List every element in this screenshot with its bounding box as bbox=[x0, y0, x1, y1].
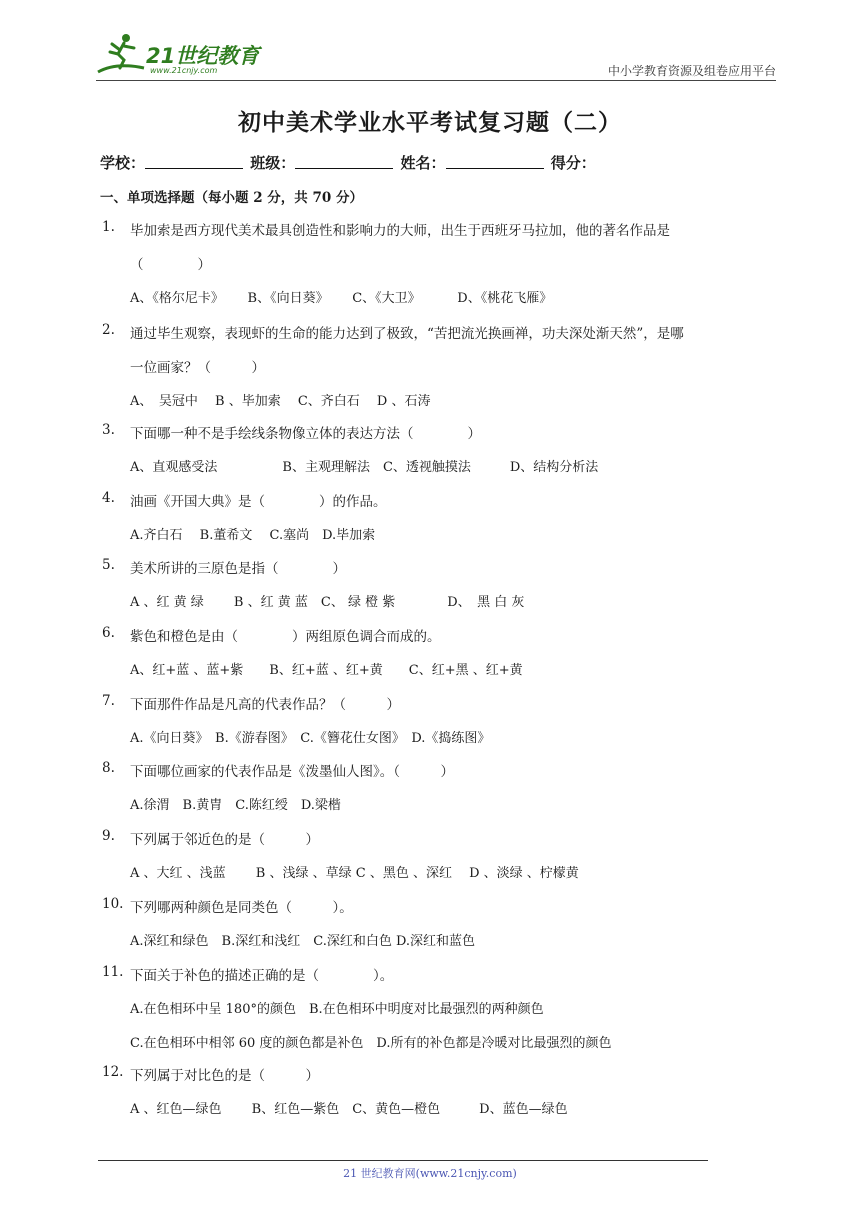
score-label: 得分： bbox=[550, 154, 596, 172]
answer-options: A、红+蓝 、蓝+紫 B、红+蓝 、红+黄 C、红+黑 、红+黄 bbox=[130, 663, 523, 678]
logo bbox=[96, 32, 266, 76]
footer-divider bbox=[98, 1160, 708, 1161]
question-number: 4. bbox=[102, 490, 115, 506]
logo-text: 21世纪教育 bbox=[146, 44, 260, 68]
answer-options: A.徐渭 B.黄胄 C.陈红绶 D.梁楷 bbox=[130, 798, 341, 813]
school-blank[interactable] bbox=[145, 154, 243, 169]
question-number: 9. bbox=[102, 828, 115, 844]
question-number: 1. bbox=[102, 219, 115, 235]
question-text: 通过毕生观察，表现虾的生命的能力达到了极致，“苦把流光换画禅，功夫深处渐天然”，是哪 bbox=[130, 326, 684, 342]
answer-options: C.在色相环中相邻 60 度的颜色都是补色 D.所有的补色都是冷暖对比最强烈的颜色 bbox=[130, 1036, 612, 1051]
header-platform-text: 中小学教育资源及组卷应用平台 bbox=[607, 64, 776, 78]
section-heading: 一、单项选择题（每小题 2 分，共 70 分） bbox=[100, 190, 363, 206]
question-continuation: （ ） bbox=[130, 257, 211, 273]
page-title: 初中美术学业水平考试复习题（二） bbox=[238, 109, 622, 136]
logo-url: www.21cnjy.com bbox=[150, 66, 218, 75]
question-text: 毕加索是西方现代美术最具创造性和影响力的大师，出生于西班牙马拉加，他的著名作品是 bbox=[130, 223, 670, 239]
answer-options: A.在色相环中呈 180°的颜色 B.在色相环中明度对比最强烈的两种颜色 bbox=[130, 1002, 544, 1017]
header-divider bbox=[96, 80, 776, 81]
question-text: 下面关于补色的描述正确的是（ ）。 bbox=[130, 968, 394, 984]
answer-options: A.齐白石 B.董希文 C.塞尚 D.毕加索 bbox=[130, 528, 376, 543]
question-text: 下面那件作品是凡高的代表作品？（ ） bbox=[130, 697, 400, 713]
answer-options: A、 吴冠中 B 、毕加索 C、齐白石 D 、石涛 bbox=[130, 394, 431, 409]
question-number: 10. bbox=[102, 896, 124, 912]
question-number: 6. bbox=[102, 625, 115, 641]
question-text: 下列属于对比色的是（ ） bbox=[130, 1068, 319, 1084]
question-text: 下列哪两种颜色是同类色（ ）。 bbox=[130, 900, 353, 916]
page-header bbox=[96, 28, 776, 80]
question-text: 下面哪位画家的代表作品是《泼墨仙人图》。（ ） bbox=[130, 764, 454, 780]
answer-options: A、《格尔尼卡》 B、《向日葵》 C、《大卫》 D、《桃花飞雁》 bbox=[130, 291, 553, 306]
question-text: 油画《开国大典》是（ ）的作品。 bbox=[130, 494, 387, 510]
question-number: 11. bbox=[102, 964, 124, 980]
name-blank[interactable] bbox=[446, 154, 544, 169]
student-info-row bbox=[100, 152, 596, 173]
name-label: 姓名： bbox=[400, 154, 446, 172]
question-number: 7. bbox=[102, 693, 115, 709]
answer-options: A 、大红 、浅蓝 B 、浅绿 、草绿 C 、黑色 、深红 D 、淡绿 、柠檬黄 bbox=[130, 866, 579, 881]
answer-options: A、直观感受法 B、主观理解法 C、透视触摸法 D、结构分析法 bbox=[130, 460, 599, 475]
school-label: 学校： bbox=[100, 154, 146, 172]
question-number: 8. bbox=[102, 760, 115, 776]
question-number: 3. bbox=[102, 422, 115, 438]
question-continuation: 一位画家？（ ） bbox=[130, 360, 265, 376]
question-number: 2. bbox=[102, 322, 115, 338]
answer-options: A 、红 黄 绿 B 、红 黄 蓝 C、 绿 橙 紫 D、 黑 白 灰 bbox=[130, 595, 525, 610]
answer-options: A.《向日葵》 B.《游春图》 C.《簪花仕女图》 D.《捣练图》 bbox=[130, 731, 491, 746]
footer-text: 21 世纪教育网(www.21cnjy.com) bbox=[343, 1167, 517, 1180]
class-blank[interactable] bbox=[295, 154, 393, 169]
answer-options: A 、红色—绿色 B、红色—紫色 C、黄色—橙色 D、蓝色—绿色 bbox=[130, 1102, 568, 1117]
answer-options: A.深红和绿色 B.深红和浅红 C.深红和白色 D.深红和蓝色 bbox=[130, 934, 476, 949]
question-text: 下列属于邻近色的是（ ） bbox=[130, 832, 319, 848]
question-text: 下面哪一种不是手绘线条物像立体的表达方法（ ） bbox=[130, 426, 481, 442]
question-number: 5. bbox=[102, 557, 115, 573]
class-label: 班级： bbox=[250, 154, 296, 172]
question-text: 紫色和橙色是由（ ）两组原色调合而成的。 bbox=[130, 629, 441, 645]
question-number: 12. bbox=[102, 1064, 124, 1080]
question-text: 美术所讲的三原色是指（ ） bbox=[130, 561, 346, 577]
